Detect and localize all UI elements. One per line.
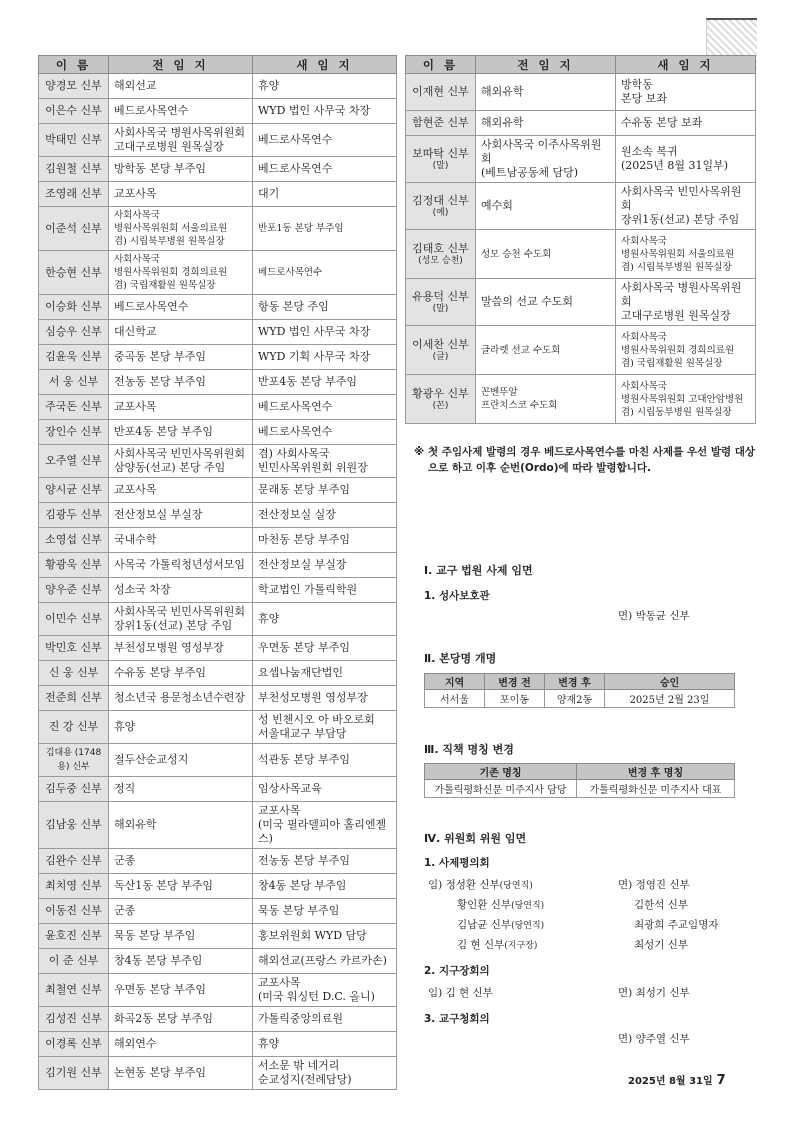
left-row-prev: 부천성모병원 영성부장 (109, 636, 253, 661)
right-row-prev: 꼰벤뚜알 프란치스코 수도회 (476, 375, 616, 424)
council-1-dismiss-1: 김한석 신부 (634, 899, 689, 911)
left-row-name: 김두중 신부 (39, 777, 109, 802)
left-row-prev: 교포사목 (109, 395, 253, 420)
note-text: 첫 주임사제 발령의 경우 베드로사목연수를 마친 사제를 우선 발령 대상으로 하고 이후 순번(Ordo)에 따라 발령합니다. (428, 446, 756, 474)
title-h-new: 변경 후 명칭 (577, 764, 735, 780)
left-row (39, 603, 397, 636)
right-row-next: 사회사목국 병원사목위원회 서울의료원 겸) 시립북부병원 원목실장 (616, 230, 756, 279)
title-h-old: 기존 명칭 (425, 764, 577, 780)
left-row-next: 우면동 본당 부주임 (253, 636, 397, 661)
left-row-name: 이동진 신부 (39, 899, 109, 924)
left-row-name: 주국돈 신부 (39, 395, 109, 420)
right-row (406, 183, 756, 230)
left-row-next: 대기 (253, 182, 397, 207)
left-row-next: 겸) 사회사목국 빈민사목위원회 위원장 (253, 445, 397, 478)
left-row (39, 1057, 397, 1090)
footer-date: 2025년 8월 31일 (628, 1076, 713, 1087)
left-row-next: 반포1동 본당 부주임 (253, 207, 397, 251)
left-row-name: 양우준 신부 (39, 578, 109, 603)
left-row-prev: 교포사목 (109, 182, 253, 207)
council-1-appoint-0: 임) 정성환 신부(당연직) (428, 879, 533, 891)
left-table-header (39, 56, 397, 74)
right-table-body (406, 74, 756, 424)
council-1-appoint-1: 황인환 신부(당연직) (457, 899, 545, 911)
right-appointments-table (405, 55, 756, 424)
left-row-prev: 전농동 본당 부주임 (109, 370, 253, 395)
left-row (39, 420, 397, 445)
left-row (39, 686, 397, 711)
left-row-prev: 사회사목국 병원사목위원회 서울의료원 겸) 시립북부병원 원목실장 (109, 207, 253, 251)
council-1-appoint-2: 김남균 신부(당연직) (457, 919, 545, 931)
left-row-name: 이준석 신부 (39, 207, 109, 251)
left-row-next: 석관동 본당 부주임 (253, 744, 397, 777)
right-row-next: 수유동 본당 보좌 (616, 111, 756, 136)
left-row-name: 윤호진 신부 (39, 924, 109, 949)
section-3-title: Ⅲ. 직책 명칭 변경 (424, 743, 514, 756)
left-row-next: 휴양 (253, 1032, 397, 1057)
page-number: 7 (716, 1073, 726, 1088)
left-row-prev: 논현동 본당 부주임 (109, 1057, 253, 1090)
rename-h-approval: 승인 (605, 674, 735, 690)
page-footer (628, 1072, 726, 1088)
left-row (39, 1007, 397, 1032)
left-row-next: 서소문 밖 네거리 순교성지(전례담당) (253, 1057, 397, 1090)
left-row-next: 문래동 본당 부주임 (253, 478, 397, 503)
left-row-next: 베드로사목연수 (253, 395, 397, 420)
left-row-name: 신 웅 신부 (39, 661, 109, 686)
right-row-name-text: 황광우 신부 (412, 386, 469, 400)
left-row-prev: 사목국 가톨릭청년성서모임 (109, 553, 253, 578)
header-name: 이 름 (406, 56, 476, 74)
left-row-prev: 창4동 본당 부주임 (109, 949, 253, 974)
left-row-prev: 전산정보실 부실장 (109, 503, 253, 528)
left-row-prev: 해외연수 (109, 1032, 253, 1057)
left-row (39, 661, 397, 686)
council-3-title: 3. 교구청회의 (424, 1013, 490, 1025)
left-row (39, 445, 397, 478)
left-row-next: 홍보위원회 WYD 담당 (253, 924, 397, 949)
rename-h-after: 변경 후 (545, 674, 605, 690)
left-row-next: 해외선교(프랑스 카르카손) (253, 949, 397, 974)
council-1-dismiss-3: 최성기 신부 (634, 939, 689, 951)
right-row-name-text: 이세찬 신부 (412, 337, 469, 351)
left-row-prev: 중곡동 본당 부주임 (109, 345, 253, 370)
left-row-name: 이민수 신부 (39, 603, 109, 636)
council-3-dismiss: 면) 양주열 신부 (618, 1033, 690, 1045)
left-row-prev: 해외유학 (109, 802, 253, 849)
left-row-next: 부천성모병원 영성부장 (253, 686, 397, 711)
right-row-prev: 성모 승천 수도회 (476, 230, 616, 279)
council-1-title: 1. 사제평의회 (424, 857, 490, 869)
right-row-name-text: 김정대 신부 (412, 193, 469, 207)
right-row-name (406, 111, 476, 136)
left-row-name: 전준희 신부 (39, 686, 109, 711)
left-row-prev: 군종 (109, 899, 253, 924)
left-row-next: 항동 본당 주임 (253, 295, 397, 320)
right-row-prev: 해외유학 (476, 74, 616, 111)
left-row-prev: 화곡2동 본당 부주임 (109, 1007, 253, 1032)
left-row-prev: 대신학교 (109, 320, 253, 345)
left-row-prev: 사회사목국 병원사목위원회 고대구로병원 원목실장 (109, 124, 253, 157)
left-row-next: 마천동 본당 부주임 (253, 528, 397, 553)
left-row-name: 최철연 신부 (39, 974, 109, 1007)
left-row-prev: 묵동 본당 부주임 (109, 924, 253, 949)
right-row-order: (꼰) (432, 400, 449, 411)
left-row (39, 1032, 397, 1057)
left-row (39, 295, 397, 320)
left-row-next: 전산정보실 실장 (253, 503, 397, 528)
left-row-next: 베드로사목연수 (253, 420, 397, 445)
council-1-appoint-3: 김 현 신부(지구장) (457, 939, 538, 951)
left-row (39, 949, 397, 974)
left-row-name: 소영섭 신부 (39, 528, 109, 553)
left-row-next: WYD 법인 사무국 차장 (253, 320, 397, 345)
right-row-name (406, 279, 476, 326)
left-row (39, 899, 397, 924)
title-change-table (424, 763, 735, 798)
right-row-name-text: 함현준 신부 (412, 116, 469, 129)
left-appointments-table (38, 55, 397, 1090)
left-row-prev: 청소년국 용문청소년수련장 (109, 686, 253, 711)
left-row-name: 황광욱 신부 (39, 553, 109, 578)
left-row-name: 김완수 신부 (39, 849, 109, 874)
right-row-next: 사회사목국 빈민사목위원회 장위1동(선교) 본당 주임 (616, 183, 756, 230)
left-row-name: 박민호 신부 (39, 636, 109, 661)
right-row-name (406, 326, 476, 375)
left-row-next: 교포사목 (미국 워싱턴 D.C. 올니) (253, 974, 397, 1007)
right-row-name-text: 이재현 신부 (412, 85, 469, 98)
left-row-prev: 방학동 본당 부주임 (109, 157, 253, 182)
right-table-header (406, 56, 756, 74)
section-4-title: Ⅳ. 위원회 위원 임면 (424, 832, 527, 845)
left-row (39, 345, 397, 370)
header-next: 새 임 지 (616, 56, 756, 74)
left-row-next: 성 빈첸시오 아 바오로회 서울대교구 부담당 (253, 711, 397, 744)
title-new: 가톨릭평화신문 미주지사 대표 (577, 780, 735, 798)
right-row (406, 230, 756, 279)
left-row (39, 503, 397, 528)
right-row-name (406, 375, 476, 424)
left-row (39, 744, 397, 777)
rename-region: 서서울 (425, 690, 485, 708)
left-row (39, 157, 397, 182)
council-2-title: 2. 지구장회의 (424, 965, 490, 977)
right-row-name (406, 74, 476, 111)
rename-h-before: 변경 전 (485, 674, 545, 690)
left-row-prev: 사회사목국 빈민사목위원회 삼양동(선교) 본당 주임 (109, 445, 253, 478)
left-row-prev: 군종 (109, 849, 253, 874)
left-row-name: 서 웅 신부 (39, 370, 109, 395)
left-row-prev: 절두산순교성지 (109, 744, 253, 777)
rename-before: 포이동 (485, 690, 545, 708)
right-row-next: 사회사목국 병원사목위원회 고대안암병원 겸) 시립동부병원 원목실장 (616, 375, 756, 424)
left-row (39, 974, 397, 1007)
left-row-next: 베드로사목연수 (253, 251, 397, 295)
left-row-prev: 독산1동 본당 부주임 (109, 874, 253, 899)
left-row-name: 김광두 신부 (39, 503, 109, 528)
left-row-next: 휴양 (253, 603, 397, 636)
left-row-name: 심승우 신부 (39, 320, 109, 345)
left-row-name: 김원철 신부 (39, 157, 109, 182)
left-row-name: 박태민 신부 (39, 124, 109, 157)
left-row-name: 이은수 신부 (39, 99, 109, 124)
right-row (406, 136, 756, 183)
right-row-order: (글) (432, 351, 449, 362)
left-row (39, 802, 397, 849)
rename-after: 양재2동 (545, 690, 605, 708)
left-row (39, 207, 397, 251)
right-row-name-text: 유용덕 신부 (412, 289, 469, 303)
right-row (406, 74, 756, 111)
right-row-order: (예) (432, 207, 449, 218)
left-row-next: 창4동 본당 부주임 (253, 874, 397, 899)
header-next: 새 임 지 (253, 56, 397, 74)
right-row-next: 방학동 본당 보좌 (616, 74, 756, 111)
left-row (39, 528, 397, 553)
left-row (39, 874, 397, 899)
left-row-next: 교포사목 (미국 필라델피아 홀리엔젤스) (253, 802, 397, 849)
right-row-name (406, 183, 476, 230)
left-row-prev: 성소국 차장 (109, 578, 253, 603)
left-row-prev: 수유동 본당 부주임 (109, 661, 253, 686)
right-row (406, 326, 756, 375)
left-row-next: 반포4동 본당 부주임 (253, 370, 397, 395)
left-row-name: 한승현 신부 (39, 251, 109, 295)
left-row (39, 124, 397, 157)
right-row-order: (성모 승천) (418, 255, 463, 266)
left-row (39, 777, 397, 802)
right-row-prev: 글라렛 선교 수도회 (476, 326, 616, 375)
parish-rename-table (424, 673, 735, 708)
right-row-prev: 해외유학 (476, 111, 616, 136)
section-1-line: 면) 박동균 신부 (618, 610, 690, 622)
left-row-name: 김성진 신부 (39, 1007, 109, 1032)
rename-approval: 2025년 2월 23일 (605, 690, 735, 708)
left-table-body (39, 74, 397, 1090)
left-row-next: WYD 법인 사무국 차장 (253, 99, 397, 124)
left-row (39, 370, 397, 395)
right-row-next: 원소속 복귀 (2025년 8월 31일부) (616, 136, 756, 183)
note-mark: ※ (414, 446, 425, 458)
left-row-prev: 정직 (109, 777, 253, 802)
left-row (39, 849, 397, 874)
right-row-prev: 사회사목국 이주사목위원회 (베트남공동체 담당) (476, 136, 616, 183)
left-row-prev: 우면동 본당 부주임 (109, 974, 253, 1007)
right-row-name (406, 136, 476, 183)
left-row-prev: 해외선교 (109, 74, 253, 99)
left-row-name: 양시균 신부 (39, 478, 109, 503)
council-1-dismiss-2: 최광희 주교임명자 (634, 919, 719, 931)
left-row-name: 이승화 신부 (39, 295, 109, 320)
left-row (39, 924, 397, 949)
left-row-name: 조영래 신부 (39, 182, 109, 207)
left-row-next: 임상사목교육 (253, 777, 397, 802)
section-1-sub: 1. 성사보호관 (424, 590, 490, 602)
right-row (406, 279, 756, 326)
header-prev: 전 임 지 (109, 56, 253, 74)
left-row (39, 74, 397, 99)
left-row-prev: 사회사목국 병원사목위원회 경희의료원 겸) 국립재활원 원목실장 (109, 251, 253, 295)
council-2-dismiss: 면) 최성기 신부 (618, 987, 690, 999)
left-row-prev: 반포4동 본당 부주임 (109, 420, 253, 445)
left-row-next: 전농동 본당 부주임 (253, 849, 397, 874)
left-row-name: 최치영 신부 (39, 874, 109, 899)
ordination-note (414, 444, 758, 476)
left-row-next: 베드로사목연수 (253, 124, 397, 157)
section-2-title: Ⅱ. 본당명 개명 (424, 652, 497, 665)
left-row-next: 전산정보실 부실장 (253, 553, 397, 578)
left-row-name: 진 강 신부 (39, 711, 109, 744)
left-row-prev: 교포사목 (109, 478, 253, 503)
left-row-name: 이 준 신부 (39, 949, 109, 974)
right-row-next: 사회사목국 병원사목위원회 고대구로병원 원목실장 (616, 279, 756, 326)
right-row-next: 사회사목국 병원사목위원회 경희의료원 겸) 국립재활원 원목실장 (616, 326, 756, 375)
section-1-title: Ⅰ. 교구 법원 사제 임면 (424, 564, 533, 577)
council-1-dismiss-0: 면) 정영진 신부 (618, 879, 690, 891)
left-row (39, 99, 397, 124)
left-row-name: 김윤욱 신부 (39, 345, 109, 370)
right-row-order: (말) (432, 303, 449, 314)
left-row-prev: 휴양 (109, 711, 253, 744)
left-row (39, 251, 397, 295)
left-row (39, 395, 397, 420)
left-row-name: 김대용 (1748용) 신부 (39, 744, 109, 777)
header-prev: 전 임 지 (476, 56, 616, 74)
left-row-next: 학교법인 가톨릭학원 (253, 578, 397, 603)
rename-h-region: 지역 (425, 674, 485, 690)
left-row-next: 휴양 (253, 74, 397, 99)
right-row-name-text: 김태호 신부 (412, 241, 469, 255)
left-row-prev: 국내수학 (109, 528, 253, 553)
left-row (39, 320, 397, 345)
left-row-name: 양경모 신부 (39, 74, 109, 99)
left-row-prev: 베드로사목연수 (109, 295, 253, 320)
left-row-name: 이경록 신부 (39, 1032, 109, 1057)
right-row-name (406, 230, 476, 279)
left-row-name: 장인수 신부 (39, 420, 109, 445)
left-row-name: 김남웅 신부 (39, 802, 109, 849)
left-row (39, 182, 397, 207)
left-row-next: 요셉나눔재단법인 (253, 661, 397, 686)
left-row-next: 묵동 본당 부주임 (253, 899, 397, 924)
left-row (39, 636, 397, 661)
left-row (39, 553, 397, 578)
right-row (406, 375, 756, 424)
left-row-next: WYD 기획 사무국 차장 (253, 345, 397, 370)
left-row-next: 가톨릭중앙의료원 (253, 1007, 397, 1032)
right-row-name-text: 보따탁 신부 (412, 146, 469, 160)
left-row-name: 김기원 신부 (39, 1057, 109, 1090)
council-2-appoint: 임) 김 현 신부 (428, 987, 493, 999)
left-row (39, 711, 397, 744)
right-row-prev: 말씀의 선교 수도회 (476, 279, 616, 326)
title-old: 가톨릭평화신문 미주지사 담당 (425, 780, 577, 798)
left-row-prev: 베드로사목연수 (109, 99, 253, 124)
header-name: 이 름 (39, 56, 109, 74)
left-row (39, 578, 397, 603)
right-row (406, 111, 756, 136)
right-row-prev: 예수회 (476, 183, 616, 230)
left-row-name: 오주열 신부 (39, 445, 109, 478)
right-row-order: (말) (432, 160, 449, 171)
left-row-next: 베드로사목연수 (253, 157, 397, 182)
left-row-prev: 사회사목국 빈민사목위원회 장위1동(선교) 본당 주임 (109, 603, 253, 636)
left-row (39, 478, 397, 503)
